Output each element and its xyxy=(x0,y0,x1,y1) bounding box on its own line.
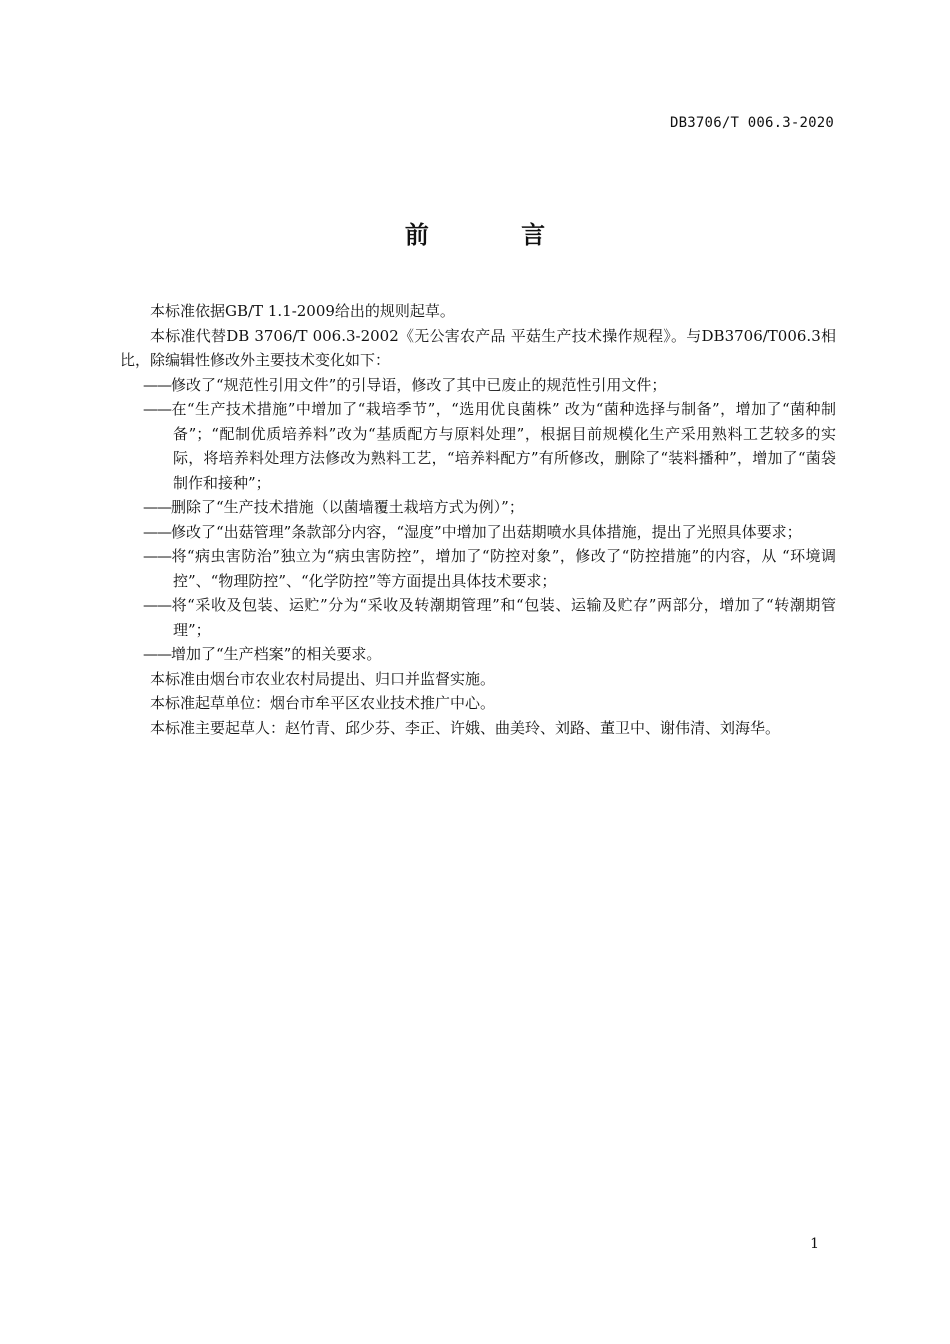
change-item xyxy=(120,373,836,398)
dash-mark: —— xyxy=(143,375,171,394)
change-item-text: 将“采收及包装、运贮”分为“采收及转潮期管理”和“包装、运输及贮存”两部分，增加了“转潮期管理”； xyxy=(171,596,836,639)
dash-mark: —— xyxy=(143,645,171,663)
paragraph-replacement: 本标准代替DB 3706/T 006.3-2002《无公害农产品 平菇生产技术操作规程》。与DB3706/T006.3相比，除编辑性修改外主要技术变化如下： xyxy=(120,326,836,369)
page-number: 1 xyxy=(810,1236,819,1252)
paragraph-drafting-rule: 本标准依据GB/T 1.1-2009给出的规则起草。 xyxy=(150,302,455,320)
dash-mark: —— xyxy=(143,400,171,418)
change-item-text: 将“病虫害防治”独立为“病虫害防控”，增加了“防控对象”，修改了“防控措施”的内容，从 “环境调控”、“物理防控”、“化学防控”等方面提出具体技术要求； xyxy=(171,547,836,590)
change-item-text: 增加了“生产档案”的相关要求。 xyxy=(171,645,382,663)
change-item xyxy=(120,495,836,520)
dash-mark: —— xyxy=(143,498,171,516)
dash-mark: —— xyxy=(143,522,171,541)
change-item-text: 修改了“出菇管理”条款部分内容，“湿度”中增加了出菇期喷水具体措施，提出了光照具体要求； xyxy=(171,522,802,541)
change-item-text: 修改了“规范性引用文件”的引导语，修改了其中已废止的规范性引用文件； xyxy=(171,375,667,394)
change-item xyxy=(120,397,836,495)
dash-mark: —— xyxy=(143,596,171,614)
paragraph-proposer: 本标准由烟台市农业农村局提出、归口并监督实施。 xyxy=(150,669,496,688)
change-item xyxy=(120,642,836,667)
foreword-body xyxy=(120,299,836,740)
page-title: 前 言 xyxy=(404,221,588,249)
change-item xyxy=(120,520,836,545)
document-code: DB3706/T 006.3-2020 xyxy=(670,115,834,131)
change-item-text: 在“生产技术措施”中增加了“栽培季节”，“选用优良菌株” 改为“菌种选择与制备”，增加了“菌种制备”；“配制优质培养料”改为“基质配方与原料处理”，根据目前规模化生产采用熟料工艺较多的实际，将培养料处理方法修改为熟料工艺，“培养料配方”有所修改，删除了“装料播种”，增加了“菌袋制作和接种”； xyxy=(171,400,836,492)
change-item-text: 删除了“生产技术措施（以菌墙覆土栽培方式为例）”； xyxy=(171,498,524,516)
change-item xyxy=(120,593,836,642)
change-item xyxy=(120,544,836,593)
dash-mark: —— xyxy=(143,547,171,565)
paragraph-drafting-unit: 本标准起草单位：烟台市牟平区农业技术推广中心。 xyxy=(150,694,496,712)
paragraph-drafters: 本标准主要起草人：赵竹青、邱少芬、李正、许娥、曲美玲、刘路、董卫中、谢伟清、刘海华。 xyxy=(150,718,781,737)
